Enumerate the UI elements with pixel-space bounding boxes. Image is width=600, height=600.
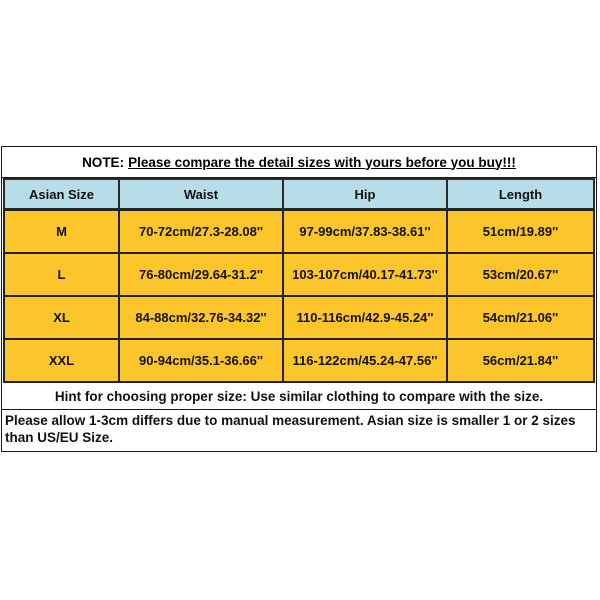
length-cell-m: 51cm/19.89'' bbox=[446, 209, 595, 254]
length-cell-l: 53cm/20.67'' bbox=[446, 252, 595, 297]
hip-cell-xxl: 116-122cm/45.24-47.56'' bbox=[282, 338, 448, 383]
waist-cell-xl: 84-88cm/32.76-34.32'' bbox=[118, 295, 284, 340]
size-cell-xl: XL bbox=[3, 295, 120, 340]
disclaimer-text: Please allow 1-3cm differs due to manual measurement. Asian size is smaller 1 or 2 sizes than US/EU Size. bbox=[5, 413, 576, 445]
note-text: Please compare the detail sizes with yours before you buy!!! bbox=[128, 154, 516, 170]
size-cell-xxl: XXL bbox=[3, 338, 120, 383]
hip-cell-m: 97-99cm/37.83-38.61'' bbox=[282, 209, 448, 254]
header-length: Length bbox=[446, 178, 595, 210]
length-cell-xl: 54cm/21.06'' bbox=[446, 295, 595, 340]
hip-cell-xl: 110-116cm/42.9-45.24'' bbox=[282, 295, 448, 340]
header-hip: Hip bbox=[282, 178, 448, 210]
header-asian-size: Asian Size bbox=[3, 178, 120, 210]
size-cell-l: L bbox=[3, 252, 120, 297]
header-waist: Waist bbox=[118, 178, 284, 210]
waist-cell-l: 76-80cm/29.64-31.2'' bbox=[118, 252, 284, 297]
hip-cell-l: 103-107cm/40.17-41.73'' bbox=[282, 252, 448, 297]
waist-cell-m: 70-72cm/27.3-28.08'' bbox=[118, 209, 284, 254]
size-chart bbox=[1, 146, 597, 452]
note-row bbox=[2, 147, 596, 178]
size-cell-m: M bbox=[3, 209, 120, 254]
note-label: NOTE: bbox=[82, 154, 125, 170]
waist-cell-xxl: 90-94cm/35.1-36.66'' bbox=[118, 338, 284, 383]
hint-row: Hint for choosing proper size: Use similar clothing to compare with the size. bbox=[2, 383, 596, 410]
length-cell-xxl: 56cm/21.84'' bbox=[446, 338, 595, 383]
